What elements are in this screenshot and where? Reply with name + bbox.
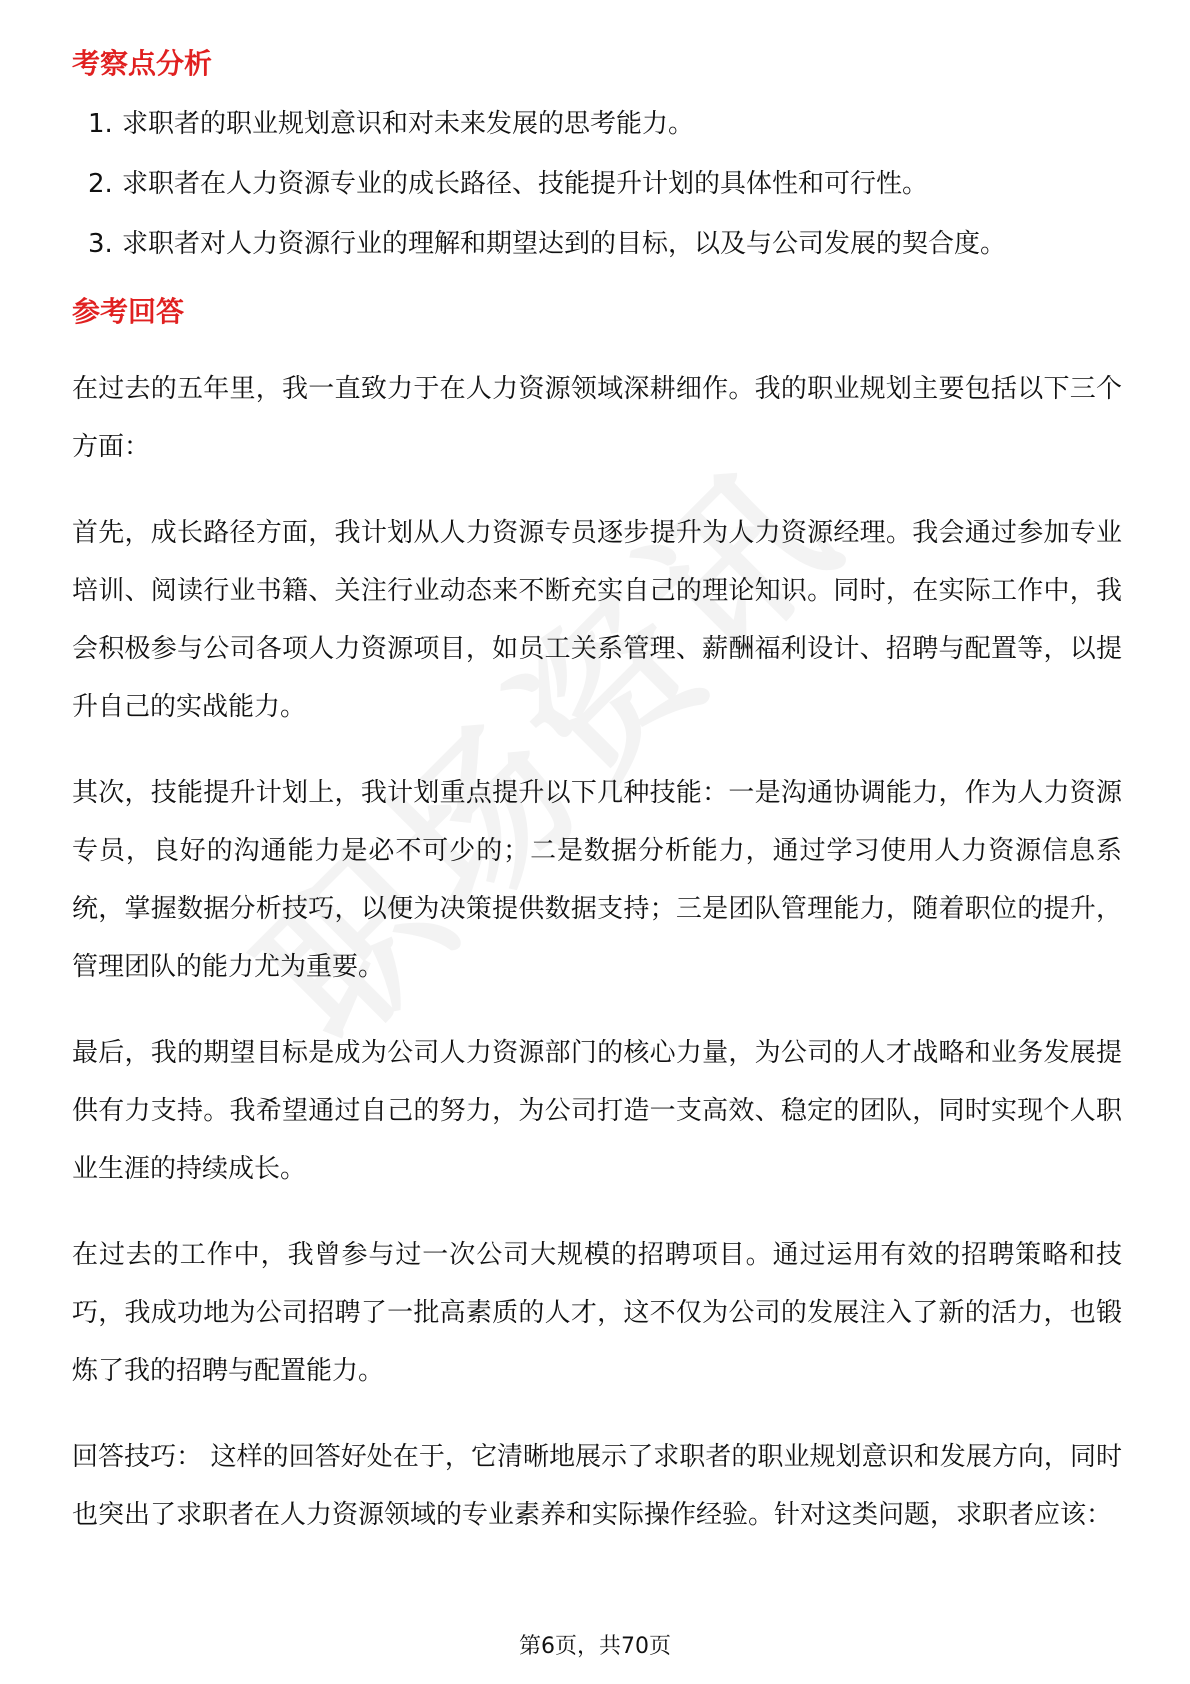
section-title-reference-answer: 参考回答 <box>72 295 185 328</box>
paragraph-skills: 其次，技能提升计划上，我计划重点提升以下几种技能：一是沟通协调能力，作为人力资源专员，良好的沟通能力是必不可少的；二是数据分析能力，通过学习使用人力资源信息系统，掌握数据分析技巧，以便为决策提供数据支持；三是团队管理能力，随着职位的提升，管理团队的能力尤为重要。 <box>72 778 1122 982</box>
list-item-number: 1. <box>88 109 113 139</box>
paragraph-intro: 在过去的五年里，我一直致力于在人力资源领域深耕细作。我的职业规划主要包括以下三个方面： <box>72 374 1122 462</box>
analysis-list <box>72 104 1122 264</box>
paragraph-experience: 在过去的工作中，我曾参与过一次公司大规模的招聘项目。通过运用有效的招聘策略和技巧，我成功地为公司招聘了一批高素质的人才，这不仅为公司的发展注入了新的活力，也锻炼了我的招聘与配置能力。 <box>72 1240 1122 1386</box>
list-item-text: 求职者的职业规划意识和对未来发展的思考能力。 <box>122 109 695 139</box>
list-item-text: 求职者在人力资源专业的成长路径、技能提升计划的具体性和可行性。 <box>122 169 929 199</box>
paragraph-answer-tips: 回答技巧： 这样的回答好处在于，它清晰地展示了求职者的职业规划意识和发展方向，同时也突出了求职者在人力资源领域的专业素养和实际操作经验。针对这类问题，求职者应该： <box>72 1442 1122 1530</box>
list-item <box>72 164 1122 204</box>
list-item <box>72 224 1122 264</box>
list-item-number: 2. <box>88 169 113 199</box>
section-title-analysis: 考察点分析 <box>72 47 213 80</box>
list-item-number: 3. <box>88 229 113 259</box>
list-item <box>72 104 1122 144</box>
paragraph-goal: 最后，我的期望目标是成为公司人力资源部门的核心力量，为公司的人才战略和业务发展提供有力支持。我希望通过自己的努力，为公司打造一支高效、稳定的团队，同时实现个人职业生涯的持续成长。 <box>72 1038 1122 1184</box>
paragraph-growth-path: 首先，成长路径方面，我计划从人力资源专员逐步提升为人力资源经理。我会通过参加专业培训、阅读行业书籍、关注行业动态来不断充实自己的理论知识。同时，在实际工作中，我会积极参与公司各项人力资源项目，如员工关系管理、薪酬福利设计、招聘与配置等，以提升自己的实战能力。 <box>72 518 1122 722</box>
page-number: 第6页，共70页 <box>519 1634 671 1659</box>
document-body <box>72 44 1122 1572</box>
list-item-text: 求职者对人力资源行业的理解和期望达到的目标，以及与公司发展的契合度。 <box>122 229 1007 259</box>
